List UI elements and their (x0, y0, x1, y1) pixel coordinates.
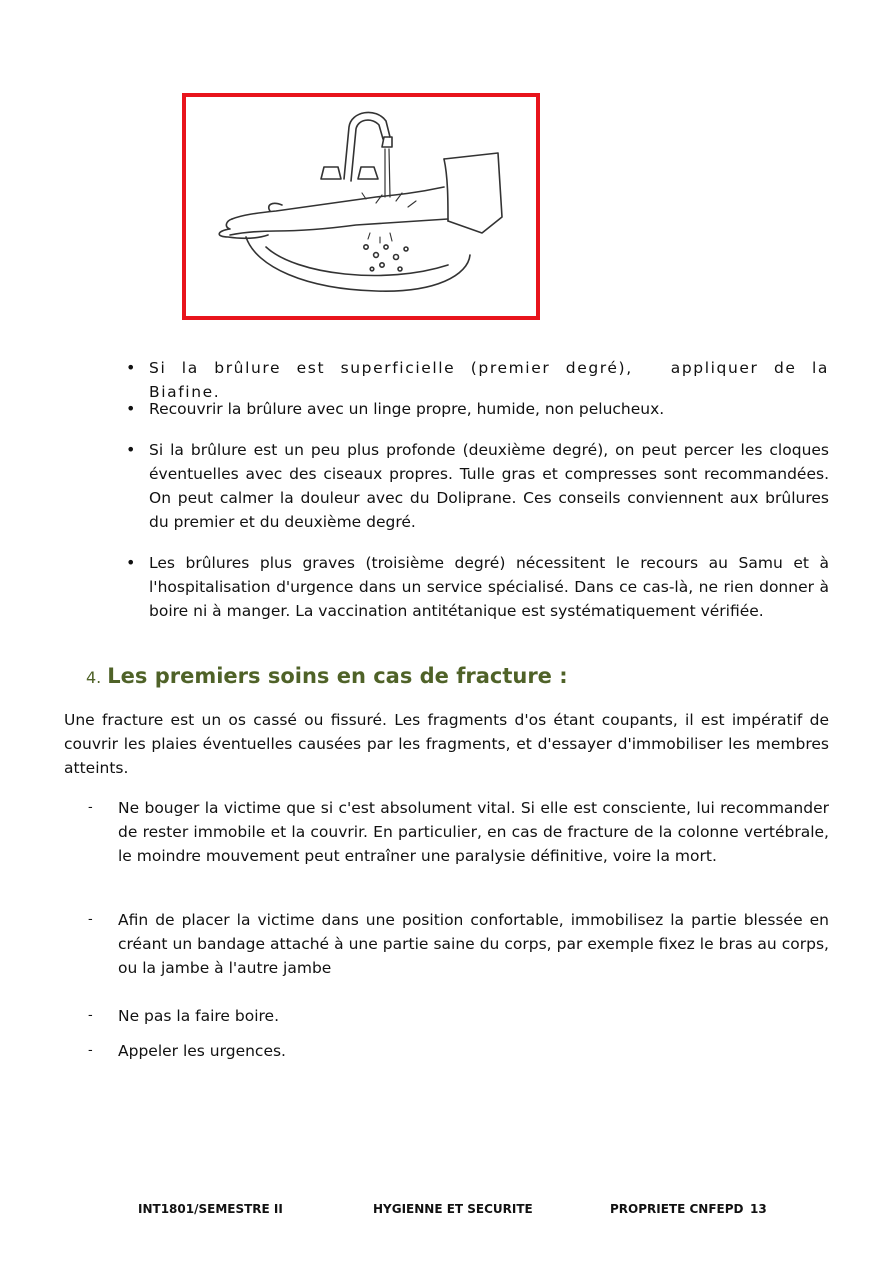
burn-advice-list-3 (126, 438, 829, 534)
list-item: • Recouvrir la brûlure avec un linge propre, humide, non pelucheux. (126, 397, 829, 421)
bullet-text: appliquer de la Biafine. (149, 359, 829, 401)
fracture-advice-list-1 (88, 796, 829, 868)
fracture-advice-list-4 (88, 1039, 829, 1063)
list-item: - Ne pas la faire boire. (88, 1004, 829, 1028)
section-number: 4. (86, 668, 102, 687)
list-item: - Afin de placer la victime dans une position confortable, immobilisez la partie blessée en créant un bandage attaché à une partie saine du corps, par exemple fixez le bras au corps, ou la jambe à l'autre jambe (88, 908, 829, 980)
fracture-advice-list-3 (88, 1004, 829, 1028)
hand-under-faucet-illustration (186, 97, 536, 316)
footer-subject: HYGIENNE ET SECURITE (373, 1202, 533, 1216)
list-item: • Si la brûlure est un peu plus profonde (deuxième degré), on peut percer les cloques éventuelles avec des ciseaux propres. Tulle gras et compresses sont recommandées. On peut calmer la douleur avec du Doliprane. Ces conseils conviennent aux brûlures du premier et du deuxième degré. (126, 438, 829, 534)
section-title: Les premiers soins en cas de fracture : (107, 664, 568, 688)
burn-advice-list-4 (126, 551, 829, 623)
list-item: - Ne bouger la victime que si c'est absolument vital. Si elle est consciente, lui recommander de rester immobile et la couvrir. En particulier, en cas de fracture de la colonne vertébrale, le moindre mouvement peut entraîner une paralysie définitive, voire la mort. (88, 796, 829, 868)
burn-illustration-frame (182, 93, 540, 320)
burn-advice-list-2 (126, 397, 829, 421)
page-number: 13 (750, 1202, 767, 1216)
footer-owner: PROPRIETE CNFEPD (610, 1202, 744, 1216)
list-item: - Appeler les urgences. (88, 1039, 829, 1063)
bullet-text: Si la brûlure est superficielle (premier degré), (149, 359, 633, 377)
intro-paragraph: Une fracture est un os cassé ou fissuré. Les fragments d'os étant coupants, il est impératif de couvrir les plaies éventuelles causées par les fragments, et d'essayer d'immobiliser les membres atteints. (64, 711, 829, 777)
list-item: • Les brûlures plus graves (troisième degré) nécessitent le recours au Samu et à l'hospitalisation d'urgence dans un service spécialisé. Dans ce cas-là, ne rien donner à boire ni à manger. La vaccination antitétanique est systématiquement vérifiée. (126, 551, 829, 623)
footer-course: INT1801/SEMESTRE II (138, 1202, 283, 1216)
section-heading (86, 664, 568, 688)
fracture-advice-list-2 (88, 908, 829, 980)
